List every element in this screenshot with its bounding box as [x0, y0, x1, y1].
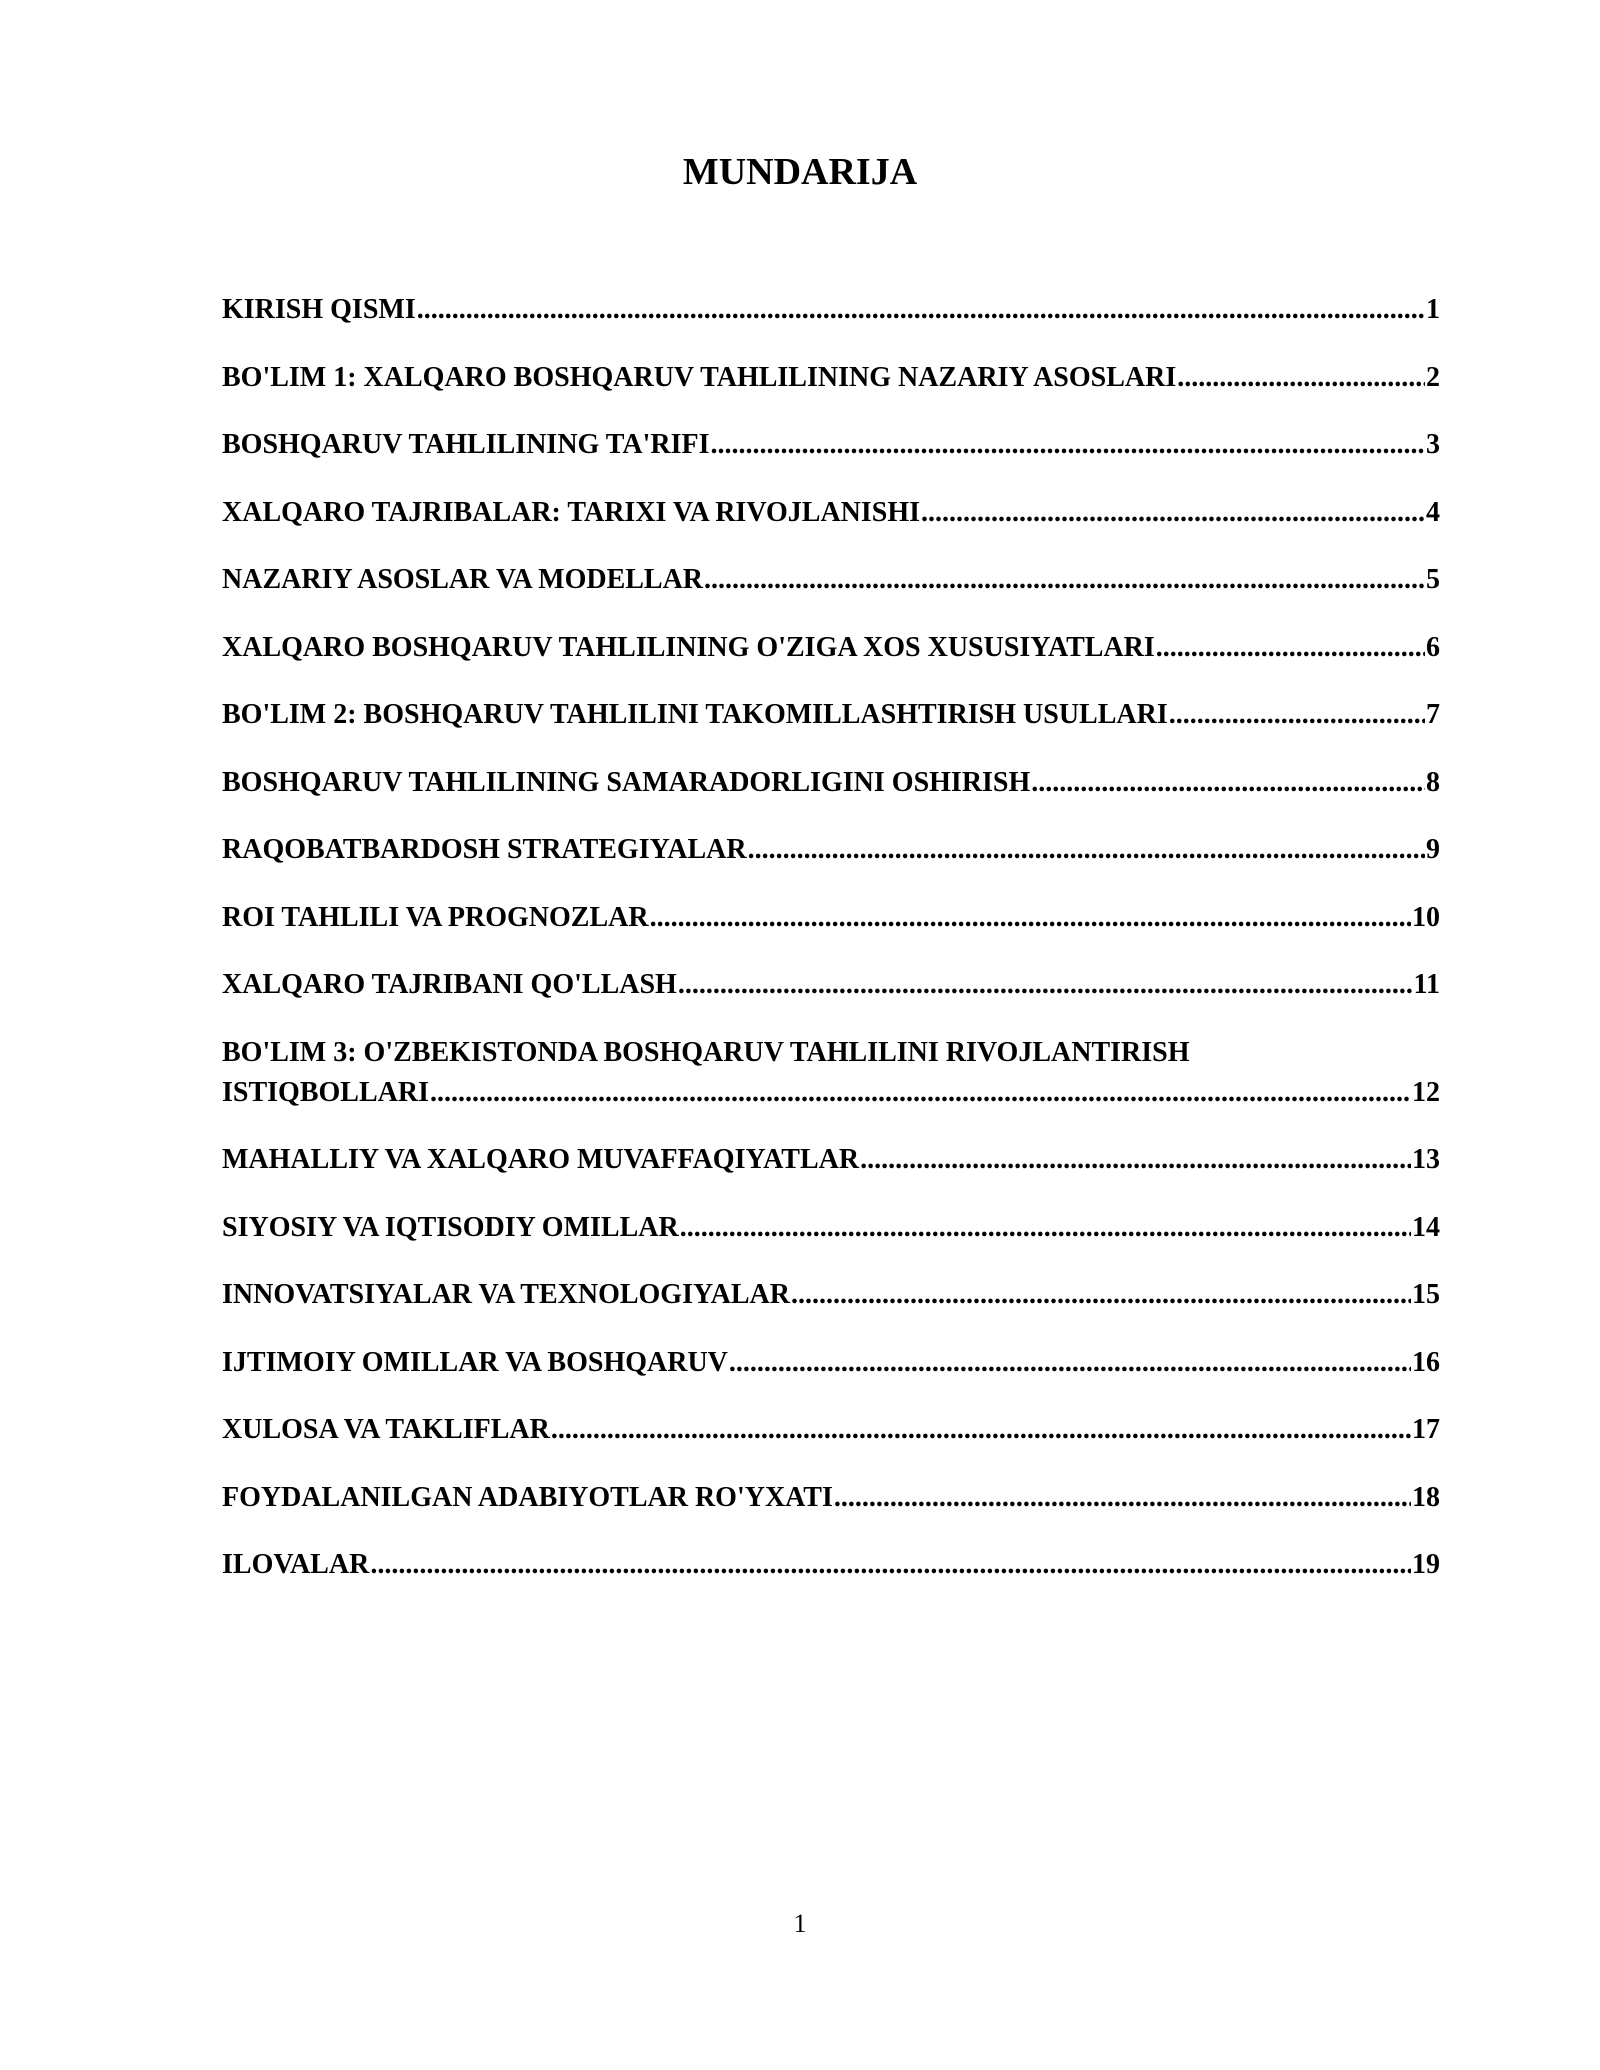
toc-entry-page: 13 [1412, 1144, 1440, 1175]
toc-entry[interactable] [222, 628, 1440, 668]
toc-entry-label: XALQARO TAJRIBANI QO'LLASH [222, 969, 677, 1000]
toc-entry-label: IJTIMOIY OMILLAR VA BOSHQARUV [222, 1346, 728, 1378]
toc-entry[interactable] [222, 965, 1440, 1005]
toc-entry[interactable] [222, 1478, 1440, 1518]
dot-leader [860, 1140, 1411, 1180]
toc-entry-page: 15 [1412, 1279, 1440, 1310]
toc-entry-label: BOSHQARUV TAHLILINING TA'RIFI [222, 429, 710, 460]
toc-entry-label: RAQOBATBARDOSH STRATEGIYALAR [222, 834, 747, 865]
toc-entry-label: INNOVATSIYALAR VA TEXNOLOGIYALAR [222, 1279, 790, 1310]
toc-entry-label: ROI TAHLILI VA PROGNOZLAR [222, 901, 649, 933]
footer-page-number: 1 [793, 1909, 807, 1938]
toc-entry-page: 16 [1412, 1346, 1440, 1378]
toc-entry-page: 9 [1426, 834, 1440, 865]
toc-entry-label: XALQARO TAJRIBALAR: TARIXI VA RIVOJLANISHI [222, 496, 921, 528]
toc-entry-page: 4 [1426, 496, 1440, 528]
dot-leader [711, 425, 1425, 465]
toc-entry-page: 8 [1426, 766, 1440, 798]
toc-entry-label-line1: BO'LIM 3: O'ZBEKISTONDA BOSHQARUV TAHLILINI RIVOJLANTIRISH [222, 1036, 1190, 1068]
toc-entry-page: 12 [1412, 1076, 1440, 1108]
toc-entry-label: MAHALLIY VA XALQARO MUVAFFAQIYATLAR [222, 1144, 860, 1175]
toc-entry-label: FOYDALANILGAN ADABIYOTLAR RO'YXATI [222, 1481, 833, 1513]
dot-leader [748, 830, 1425, 870]
toc-entry-page: 5 [1426, 564, 1440, 595]
toc-entry[interactable] [222, 695, 1440, 735]
toc-entry-page: 6 [1426, 631, 1440, 663]
toc-entry-label: NAZARIY ASOSLAR VA MODELLAR [222, 564, 704, 595]
dot-leader [1177, 358, 1425, 398]
toc-entry-page: 17 [1412, 1414, 1440, 1445]
toc-entry[interactable] [222, 1410, 1440, 1450]
dot-leader [1169, 695, 1425, 735]
toc-entry-label-line2: ISTIQBOLLARI [222, 1076, 429, 1108]
toc-entry-page: 1 [1426, 294, 1440, 325]
dot-leader [680, 1208, 1411, 1248]
toc-entry[interactable] [222, 1545, 1440, 1585]
toc-entry-label: XULOSA VA TAKLIFLAR [222, 1414, 550, 1445]
toc-entry[interactable] [222, 493, 1440, 533]
toc-entry-page: 11 [1413, 969, 1440, 1000]
toc-entry-label: KIRISH QISMI [222, 294, 416, 325]
toc-entry-page: 10 [1412, 901, 1440, 933]
toc-entry-label: ILOVALAR [222, 1549, 370, 1580]
toc-entry[interactable] [222, 1275, 1440, 1315]
toc-entry[interactable] [222, 1140, 1440, 1180]
dot-leader [551, 1410, 1411, 1450]
toc-entry[interactable] [222, 425, 1440, 465]
page-title: MUNDARIJA [682, 151, 918, 193]
toc-entry-label: BOSHQARUV TAHLILINING SAMARADORLIGINI OSHIRISH [222, 766, 1031, 798]
dot-leader [704, 560, 1425, 600]
toc-entry-page: 2 [1426, 361, 1440, 393]
toc-entry-label: XALQARO BOSHQARUV TAHLILINING O'ZIGA XOS XUSUSIYATLARI [222, 631, 1155, 663]
table-of-contents [222, 290, 1440, 1613]
toc-entry-label: SIYOSIY VA IQTISODIY OMILLAR [222, 1211, 679, 1243]
dot-leader [1031, 763, 1425, 803]
toc-entry-page: 18 [1412, 1481, 1440, 1513]
toc-entry-page: 14 [1412, 1211, 1440, 1243]
dot-leader [650, 898, 1411, 938]
toc-entry[interactable] [222, 1343, 1440, 1383]
dot-leader [1156, 628, 1425, 668]
toc-entry[interactable] [222, 560, 1440, 600]
toc-entry[interactable] [222, 1208, 1440, 1248]
toc-entry-page: 3 [1426, 429, 1440, 460]
dot-leader [678, 965, 1413, 1005]
toc-entry-page: 19 [1412, 1549, 1440, 1580]
toc-entry-page: 7 [1426, 699, 1440, 730]
toc-entry[interactable] [222, 763, 1440, 803]
dot-leader [729, 1343, 1411, 1383]
toc-entry-label: BO'LIM 2: BOSHQARUV TAHLILINI TAKOMILLASHTIRISH USULLARI [222, 699, 1168, 730]
toc-entry[interactable] [222, 830, 1440, 870]
dot-leader [921, 493, 1425, 533]
toc-entry-label: BO'LIM 1: XALQARO BOSHQARUV TAHLILINING NAZARIY ASOSLARI [222, 361, 1177, 393]
dot-leader [430, 1073, 1411, 1113]
dot-leader [370, 1545, 1411, 1585]
dot-leader [791, 1275, 1411, 1315]
toc-entry-line2 [222, 1073, 1440, 1113]
toc-entry[interactable] [222, 290, 1440, 330]
toc-entry[interactable] [222, 358, 1440, 398]
dot-leader [417, 290, 1425, 330]
dot-leader [834, 1478, 1411, 1518]
toc-entry[interactable] [222, 898, 1440, 938]
toc-entry[interactable] [222, 1033, 1440, 1113]
